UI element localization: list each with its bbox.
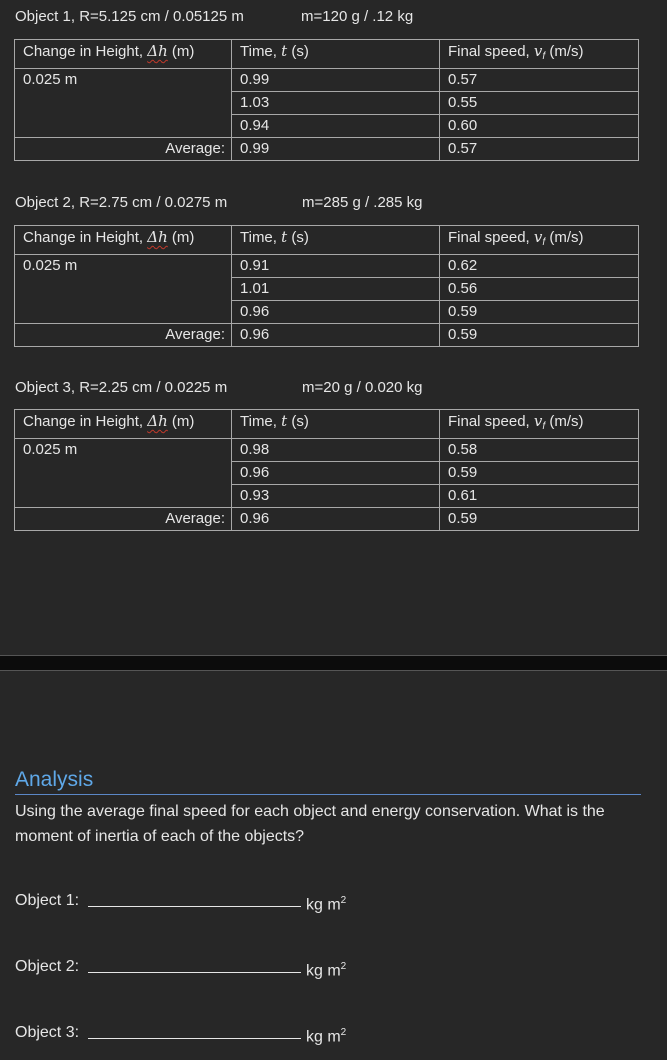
average-time-cell[interactable]: 0.96 bbox=[232, 508, 440, 531]
time-header: Time, t (s) bbox=[232, 40, 440, 69]
average-label: Average: bbox=[15, 138, 232, 161]
average-row bbox=[15, 508, 639, 531]
analysis-question: Using the average final speed for each object and energy conservation. What is the moment of inertia of each of the objects? bbox=[15, 803, 605, 845]
time-cell[interactable]: 0.96 bbox=[232, 301, 440, 324]
average-label: Average: bbox=[15, 508, 232, 531]
time-cell[interactable]: 1.01 bbox=[232, 278, 440, 301]
average-time-cell[interactable]: 0.99 bbox=[232, 138, 440, 161]
answer-object-1 bbox=[15, 889, 355, 913]
height-header: Change in Height, Δh (m) bbox=[15, 226, 232, 255]
speed-cell[interactable]: 0.58 bbox=[440, 439, 639, 462]
speed-cell[interactable]: 0.55 bbox=[440, 92, 639, 115]
object-1-table bbox=[14, 39, 639, 161]
height-value-cell[interactable]: 0.025 m bbox=[15, 255, 232, 324]
time-header: Time, t (s) bbox=[232, 410, 440, 439]
average-time-cell[interactable]: 0.96 bbox=[232, 324, 440, 347]
average-speed-cell[interactable]: 0.59 bbox=[440, 508, 639, 531]
time-cell[interactable]: 0.94 bbox=[232, 115, 440, 138]
answer-unit: kg $m^2$ bbox=[306, 1027, 347, 1046]
speed-header: Final speed, $v_f$ (m/s) bbox=[440, 226, 639, 255]
speed-cell[interactable]: 0.56 bbox=[440, 278, 639, 301]
height-value-cell[interactable]: 0.025 m bbox=[15, 69, 232, 138]
speed-header: Final speed, $v_f$ (m/s) bbox=[440, 410, 639, 439]
answer-blank-field[interactable] bbox=[88, 972, 301, 973]
average-row bbox=[15, 138, 639, 161]
average-row bbox=[15, 324, 639, 347]
answer-label: Object 3: bbox=[15, 1024, 80, 1041]
time-cell[interactable]: 0.93 bbox=[232, 485, 440, 508]
time-cell[interactable]: 0.99 bbox=[232, 69, 440, 92]
answer-object-3 bbox=[15, 1021, 355, 1045]
speed-cell[interactable]: 0.60 bbox=[440, 115, 639, 138]
answer-unit: kg $m^2$ bbox=[306, 895, 347, 914]
table-row bbox=[15, 69, 639, 92]
time-cell[interactable]: 0.96 bbox=[232, 462, 440, 485]
table-header-row bbox=[15, 40, 639, 69]
object-2-mass: m=285 g / .285 kg bbox=[302, 194, 423, 211]
speed-cell[interactable]: 0.62 bbox=[440, 255, 639, 278]
table-header-row bbox=[15, 410, 639, 439]
page-break-divider bbox=[0, 655, 667, 671]
time-cell[interactable]: 0.91 bbox=[232, 255, 440, 278]
average-speed-cell[interactable]: 0.59 bbox=[440, 324, 639, 347]
answer-unit: kg $m^2$ bbox=[306, 961, 347, 980]
object-3-title: Object 3, R=2.25 cm / 0.0225 m bbox=[15, 379, 228, 396]
speed-cell[interactable]: 0.59 bbox=[440, 462, 639, 485]
height-value-cell[interactable]: 0.025 m bbox=[15, 439, 232, 508]
speed-header: Final speed, $v_f$ (m/s) bbox=[440, 40, 639, 69]
answer-object-2 bbox=[15, 955, 355, 979]
table-row bbox=[15, 439, 639, 462]
time-header: Time, t (s) bbox=[232, 226, 440, 255]
answer-blank-field[interactable] bbox=[88, 1038, 301, 1039]
object-1-mass: m=120 g / .12 kg bbox=[301, 8, 414, 25]
answer-blank-field[interactable] bbox=[88, 906, 301, 907]
height-header: Change in Height, Δh (m) bbox=[15, 40, 232, 69]
speed-cell[interactable]: 0.57 bbox=[440, 69, 639, 92]
object-3-mass: m=20 g / 0.020 kg bbox=[302, 379, 423, 396]
answer-label: Object 2: bbox=[15, 958, 80, 975]
speed-cell[interactable]: 0.61 bbox=[440, 485, 639, 508]
average-speed-cell[interactable]: 0.57 bbox=[440, 138, 639, 161]
object-2-title: Object 2, R=2.75 cm / 0.0275 m bbox=[15, 194, 228, 211]
object-2-table bbox=[14, 225, 639, 347]
time-cell[interactable]: 1.03 bbox=[232, 92, 440, 115]
table-header-row bbox=[15, 226, 639, 255]
table-row bbox=[15, 255, 639, 278]
analysis-heading: Analysis bbox=[15, 767, 641, 795]
object-1-title: Object 1, R=5.125 cm / 0.05125 m bbox=[15, 8, 244, 25]
time-cell[interactable]: 0.98 bbox=[232, 439, 440, 462]
object-3-table bbox=[14, 409, 639, 531]
height-header: Change in Height, Δh (m) bbox=[15, 410, 232, 439]
speed-cell[interactable]: 0.59 bbox=[440, 301, 639, 324]
average-label: Average: bbox=[15, 324, 232, 347]
answer-label: Object 1: bbox=[15, 892, 80, 909]
